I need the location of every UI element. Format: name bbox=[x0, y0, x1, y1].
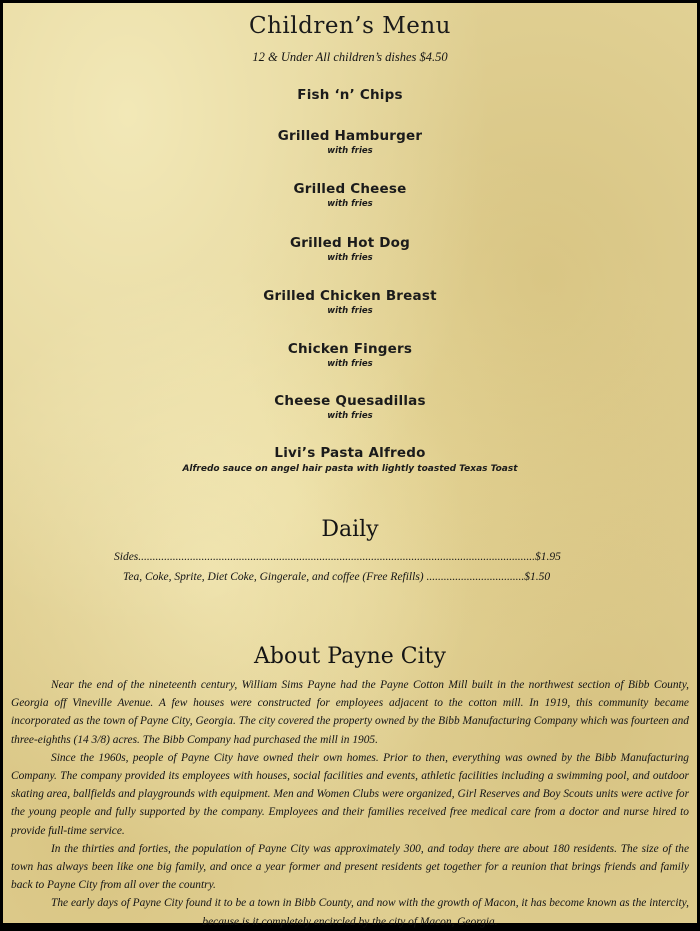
about-body bbox=[11, 676, 689, 931]
menu-item bbox=[3, 393, 697, 421]
childrens-menu-title: Children’s Menu bbox=[249, 13, 451, 39]
about-paragraph: Since the 1960s, people of Payne City have owned their own homes. Prior to then, everything was owned by the Bibb Manufacturing Company. The company provided its employees with houses, social facilities and events, athletic facilities including a swimming pool, and outdoor skating area, ballfields and playgrounds with equipment. Men and Women Clubs were organized, Girl Reserves and Boy Scouts units were active for the young people and fully supported by the company. Employees and their families received free medical care from a doctor and nurse hired to provide full-time service. bbox=[11, 751, 689, 837]
menu-item bbox=[3, 87, 697, 103]
about-paragraph: The early days of Payne City found it to be a town in Bibb County, and now with the growth of Macon, it has become known as the intercity, because is it completely encircled by the city of Macon, Georgia. bbox=[51, 897, 689, 928]
price-line bbox=[123, 571, 550, 583]
menu-page bbox=[3, 3, 697, 928]
daily-title: Daily bbox=[321, 517, 379, 542]
price-line-label: Tea, Coke, Sprite, Diet Coke, Gingerale, and coffee (Free Refills) bbox=[123, 571, 424, 583]
about-paragraph: In the thirties and forties, the population of Payne City was approximately 300, and today there are about 180 residents. The size of the town has always been like one big family, and once a year former and present residents get together for a reunion that brings friends and family back to Payne City from all over the country. bbox=[11, 842, 689, 892]
menu-item bbox=[3, 445, 697, 474]
menu-item-note: with fries bbox=[327, 306, 373, 316]
menu-item bbox=[3, 288, 697, 316]
menu-item-name: Grilled Chicken Breast bbox=[263, 288, 437, 304]
menu-item bbox=[3, 128, 697, 156]
price-line-dots: .......................................................................................................................................... bbox=[138, 551, 536, 563]
menu-item bbox=[3, 181, 697, 209]
menu-item-name: Livi’s Pasta Alfredo bbox=[274, 445, 426, 461]
price-line-price: $1.95 bbox=[535, 551, 561, 563]
menu-item-name: Cheese Quesadillas bbox=[274, 393, 426, 409]
menu-item-note: with fries bbox=[327, 199, 373, 209]
menu-item-note: with fries bbox=[327, 411, 373, 421]
menu-item bbox=[3, 341, 697, 369]
childrens-menu-subtitle: 12 & Under All children’s dishes $4.50 bbox=[252, 50, 448, 64]
about-paragraph: Near the end of the nineteenth century, William Sims Payne had the Payne Cotton Mill built in the northwest section of Bibb County, Georgia off Vineville Avenue. A few houses were constructed for employees adjacent to the cotton mill. In 1919, this community became incorporated as the town of Payne City, Georgia. The city covered the property owned by the Bibb Manufacturing Company which was fourteen and three-eighths (14 3/8) acres. The Bibb Company had purchased the mill in 1905. bbox=[11, 679, 689, 746]
menu-item-note: with fries bbox=[327, 359, 373, 369]
menu-item bbox=[3, 235, 697, 263]
price-line bbox=[114, 551, 561, 563]
menu-item-note: with fries bbox=[327, 253, 373, 263]
price-line-price: $1.50 bbox=[524, 571, 551, 583]
price-line-dots: .................................. bbox=[423, 571, 525, 583]
about-title: About Payne City bbox=[254, 644, 446, 669]
menu-item-name: Fish ‘n’ Chips bbox=[297, 87, 403, 103]
menu-item-note: with fries bbox=[327, 146, 373, 156]
price-line-label: Sides bbox=[114, 551, 139, 563]
menu-item-name: Chicken Fingers bbox=[287, 341, 413, 357]
menu-item-name: Grilled Hot Dog bbox=[289, 235, 410, 251]
menu-item-name: Grilled Cheese bbox=[293, 181, 407, 197]
menu-item-name: Grilled Hamburger bbox=[277, 128, 423, 144]
menu-item-note: Alfredo sauce on angel hair pasta with lightly toasted Texas Toast bbox=[182, 464, 518, 474]
